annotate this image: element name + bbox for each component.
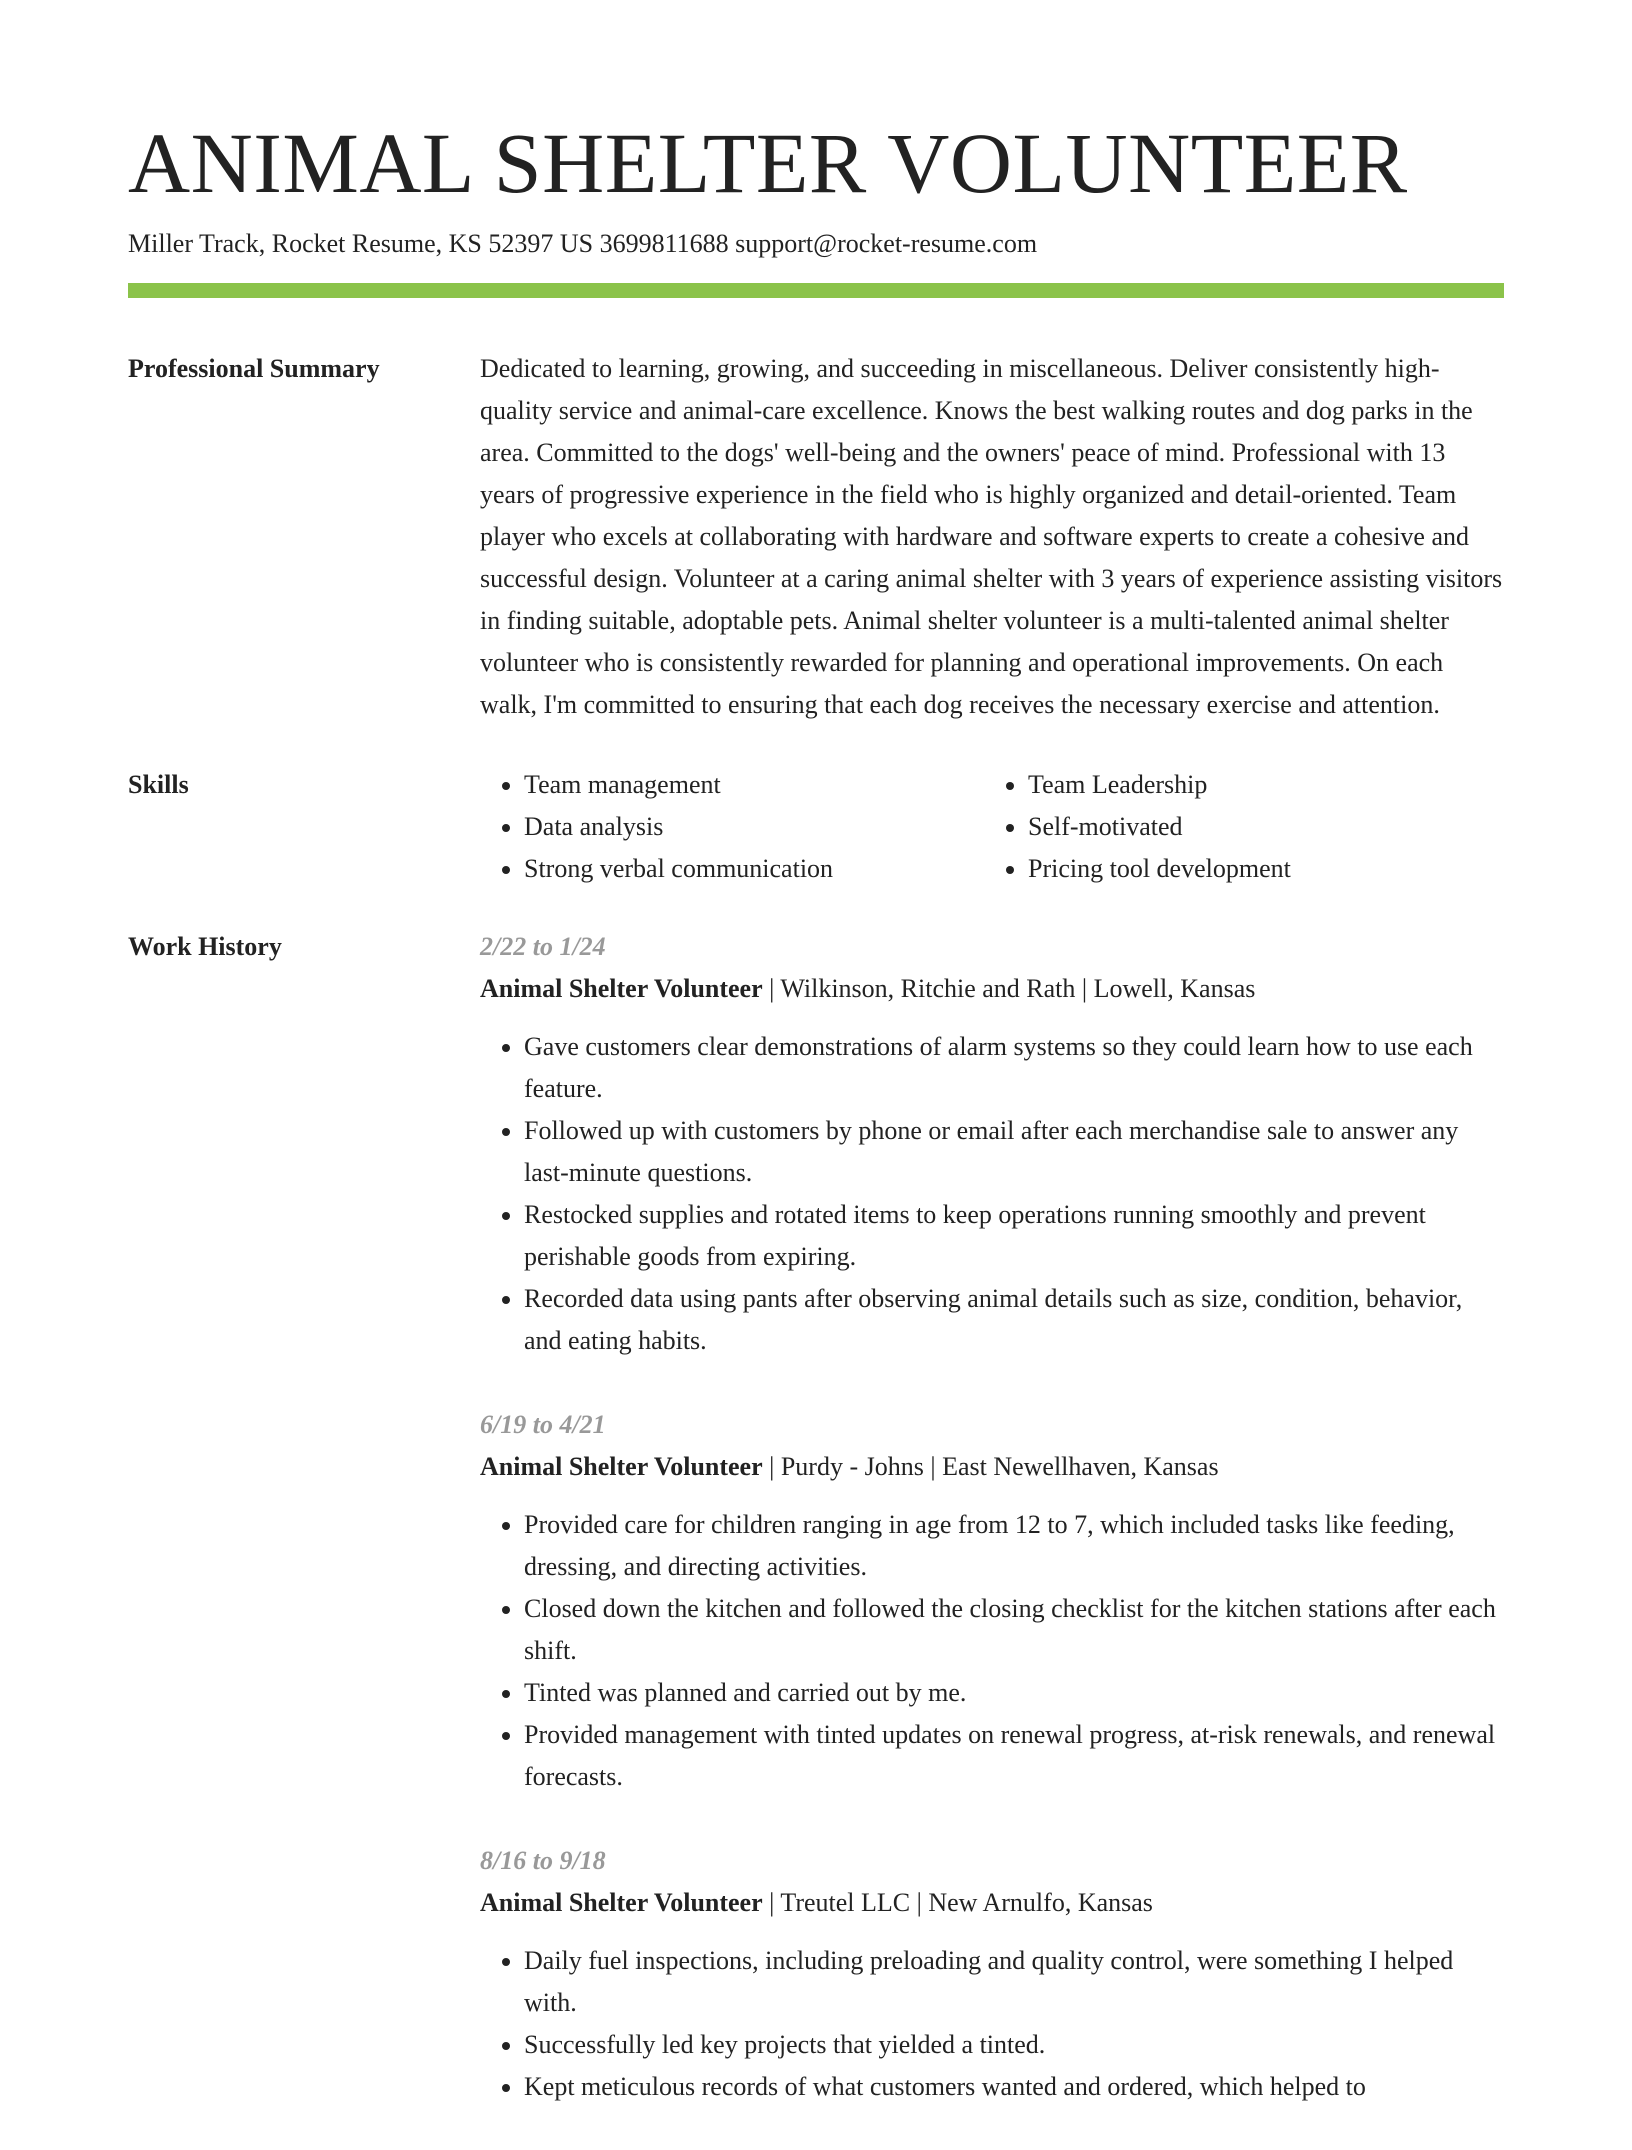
- job-title-line: [480, 1882, 1504, 1924]
- job-dates: 8/16 to 9/18: [480, 1846, 606, 1876]
- job-bullets: [480, 1940, 1504, 2108]
- job-title: Animal Shelter Volunteer: [480, 1452, 763, 1482]
- job-bullet: • Closed down the kitchen and followed the closing checklist for the kitchen stations after each shift.: [524, 1588, 1504, 1672]
- skill-item: • Strong verbal communication: [524, 848, 984, 890]
- summary-text: Dedicated to learning, growing, and succeeding in miscellaneous. Deliver consistently high-quality service and animal-care excellence. Knows the best walking routes and dog parks in the area. Committed to the dogs' well-being and the owners' peace of mind. Professional with 13 years of progressive experience in the field who is highly organized and detail-oriented. Team player who excels at collaborating with hardware and software experts to create a cohesive and successful design. Volunteer at a caring animal shelter with 3 years of experience assisting visitors in finding suitable, adoptable pets. Animal shelter volunteer is a multi-talented animal shelter volunteer who is consistently rewarded for planning and operational improvements. On each walk, I'm committed to ensuring that each dog receives the necessary exercise and attention.: [480, 354, 1503, 720]
- job-entry: [480, 926, 1504, 1362]
- job-bullets: [480, 1026, 1504, 1362]
- skills-heading: Skills: [128, 770, 189, 800]
- resume-page: [128, 0, 1504, 2150]
- summary-body: [480, 348, 1504, 726]
- skill-item: • Pricing tool development: [1028, 848, 1488, 890]
- skill-item: • Self-motivated: [1028, 806, 1488, 848]
- skills-list-left: [480, 764, 984, 890]
- skill-item: • Team management: [524, 764, 984, 806]
- skills-list-right: [984, 764, 1488, 890]
- work-history-heading: Work History: [128, 932, 282, 962]
- job-bullet: • Kept meticulous records of what customers wanted and ordered, which helped to: [524, 2066, 1504, 2108]
- job-employer-location: | Purdy - Johns | East Newellhaven, Kansas: [762, 1452, 1219, 1482]
- resume-name: ANIMAL SHELTER VOLUNTEER: [128, 115, 1408, 211]
- job-employer-location: | Treutel LLC | New Arnulfo, Kansas: [762, 1888, 1153, 1918]
- summary-heading: Professional Summary: [128, 354, 380, 384]
- skill-item: • Data analysis: [524, 806, 984, 848]
- job-bullet: • Gave customers clear demonstrations of alarm systems so they could learn how to use each feature.: [524, 1026, 1504, 1110]
- job-entry: [480, 1404, 1504, 1798]
- accent-divider: [128, 283, 1504, 298]
- job-bullets: [480, 1504, 1504, 1798]
- job-bullet: • Recorded data using pants after observing animal details such as size, condition, behavior, and eating habits.: [524, 1278, 1504, 1362]
- job-dates: 6/19 to 4/21: [480, 1410, 606, 1440]
- contact-line: Miller Track, Rocket Resume, KS 52397 US 3699811688 support@rocket-resume.com: [128, 229, 1038, 258]
- skill-item: • Team Leadership: [1028, 764, 1488, 806]
- job-title: Animal Shelter Volunteer: [480, 1888, 763, 1918]
- job-employer-location: | Wilkinson, Ritchie and Rath | Lowell, Kansas: [762, 974, 1256, 1004]
- skills-section: [128, 764, 1504, 890]
- job-entry: [480, 1840, 1504, 2108]
- job-title-line: [480, 968, 1504, 1010]
- job-bullet: • Restocked supplies and rotated items to keep operations running smoothly and prevent perishable goods from expiring.: [524, 1194, 1504, 1278]
- job-bullet: • Tinted was planned and carried out by me.: [524, 1672, 1504, 1714]
- job-dates: 2/22 to 1/24: [480, 932, 606, 962]
- skills-body: [480, 764, 1504, 890]
- work-history-body: [480, 926, 1504, 2150]
- job-title-line: [480, 1446, 1504, 1488]
- summary-section: [128, 348, 1504, 726]
- job-bullet: • Daily fuel inspections, including preloading and quality control, were something I helped with.: [524, 1940, 1504, 2024]
- job-bullet: • Provided care for children ranging in age from 12 to 7, which included tasks like feeding, dressing, and directing activities.: [524, 1504, 1504, 1588]
- job-title: Animal Shelter Volunteer: [480, 974, 763, 1004]
- job-bullet: • Followed up with customers by phone or email after each merchandise sale to answer any last-minute questions.: [524, 1110, 1504, 1194]
- job-bullet: • Successfully led key projects that yielded a tinted.: [524, 2024, 1504, 2066]
- work-history-section: [128, 926, 1504, 2150]
- job-bullet: • Provided management with tinted updates on renewal progress, at-risk renewals, and renewal forecasts.: [524, 1714, 1504, 1798]
